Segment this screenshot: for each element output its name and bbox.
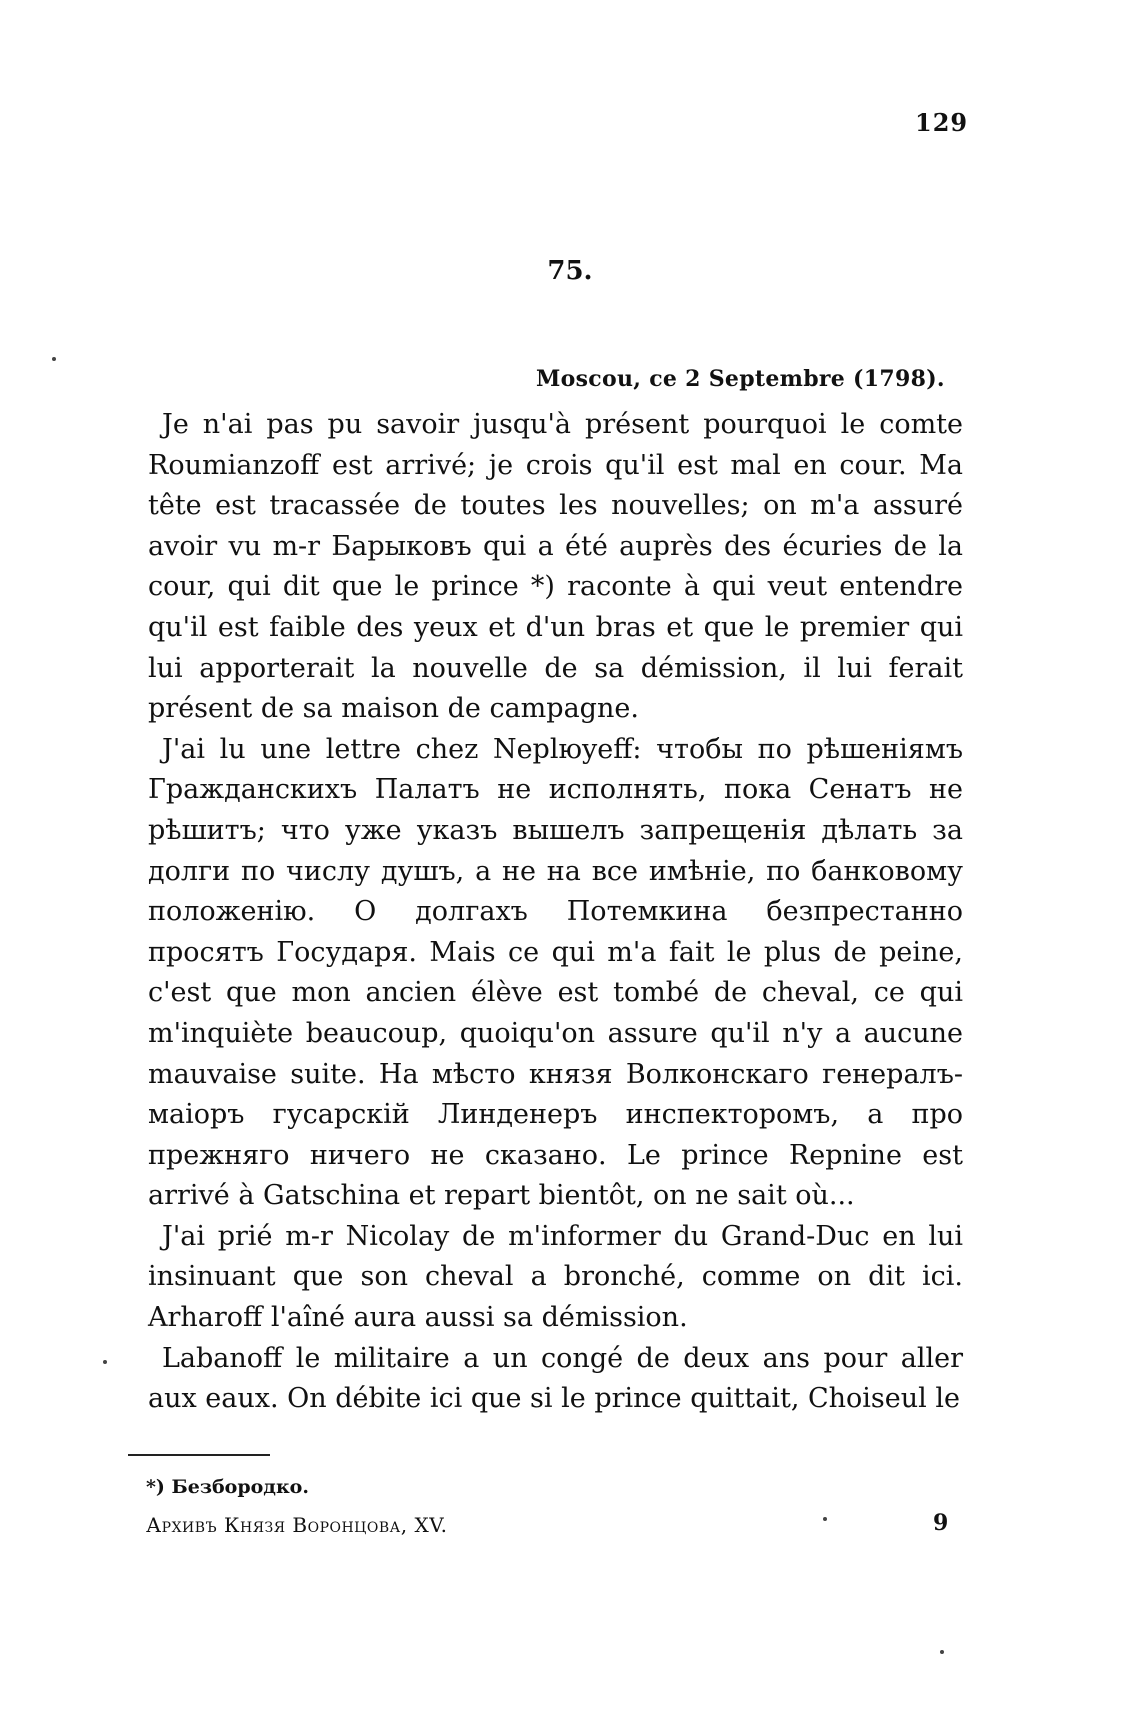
print-speck: [103, 1360, 107, 1364]
sheet-number: 9: [933, 1510, 949, 1536]
letter-number: 75.: [547, 256, 593, 286]
page-number: 129: [915, 108, 969, 137]
paragraph: J'ai lu une lettre chez Neplюyeff: чтобы по рѣшеніямъ Гражданскихъ Палатъ не исполнять, пока Сенатъ не рѣшитъ; что уже указъ вышелъ запрещенія дѣлать за долги по числу душъ, а не на все имѣніе, по банковому положенію. О долгахъ Потемкина безпрестанно просятъ Государя. Mais ce qui m'a fait le plus de peine, c'est que mon ancien élève est tombé de cheval, ce qui m'inquiète beaucoup, quoiqu'on assure qu'il n'y a aucune mauvaise suite. На мѣсто князя Волконскаго генералъ-маіоръ гусарскій Линденеръ инспекторомъ, а про прежняго ничего не сказано. Le prince Repnine est arrivé à Gatschina et repart bientôt, on ne sait où...: [148, 733, 963, 1212]
archive-signature: Архивъ Князя Воронцова, XV.: [146, 1513, 448, 1537]
dateline: Moscou, ce 2 Septembre (1798).: [536, 366, 945, 392]
letter-body: [148, 405, 963, 1420]
paragraph: Je n'ai pas pu savoir jusqu'à présent pourquoi le comte Roumianzoff est arrivé; je crois qu'il est mal en cour. Ma tête est tracassée de toutes les nouvelles; on m'a assuré avoir vu m-r Барыковъ qui a été auprès des écuries de la cour, qui dit que le prince *) raconte à qui veut entendre qu'il est faible des yeux et d'un bras et que le premier qui lui apporterait la nouvelle de sa démission, il lui ferait présent de sa maison de campagne.: [148, 409, 963, 725]
print-speck: [52, 357, 56, 361]
footnote: *) Безбородко.: [146, 1476, 309, 1498]
footnote-divider: [128, 1454, 270, 1456]
paragraph: J'ai prié m-r Nicolay de m'informer du Grand-Duc en lui insinuant que son cheval a bronché, comme on dit ici. Arharoff l'aîné aura aussi sa démission.: [148, 1220, 963, 1334]
print-speck: [940, 1650, 944, 1654]
print-speck: [823, 1517, 827, 1521]
paragraph: Labanoff le militaire a un congé de deux ans pour aller aux eaux. On débite ici que si le prince quittait, Choiseul le: [148, 1342, 963, 1415]
